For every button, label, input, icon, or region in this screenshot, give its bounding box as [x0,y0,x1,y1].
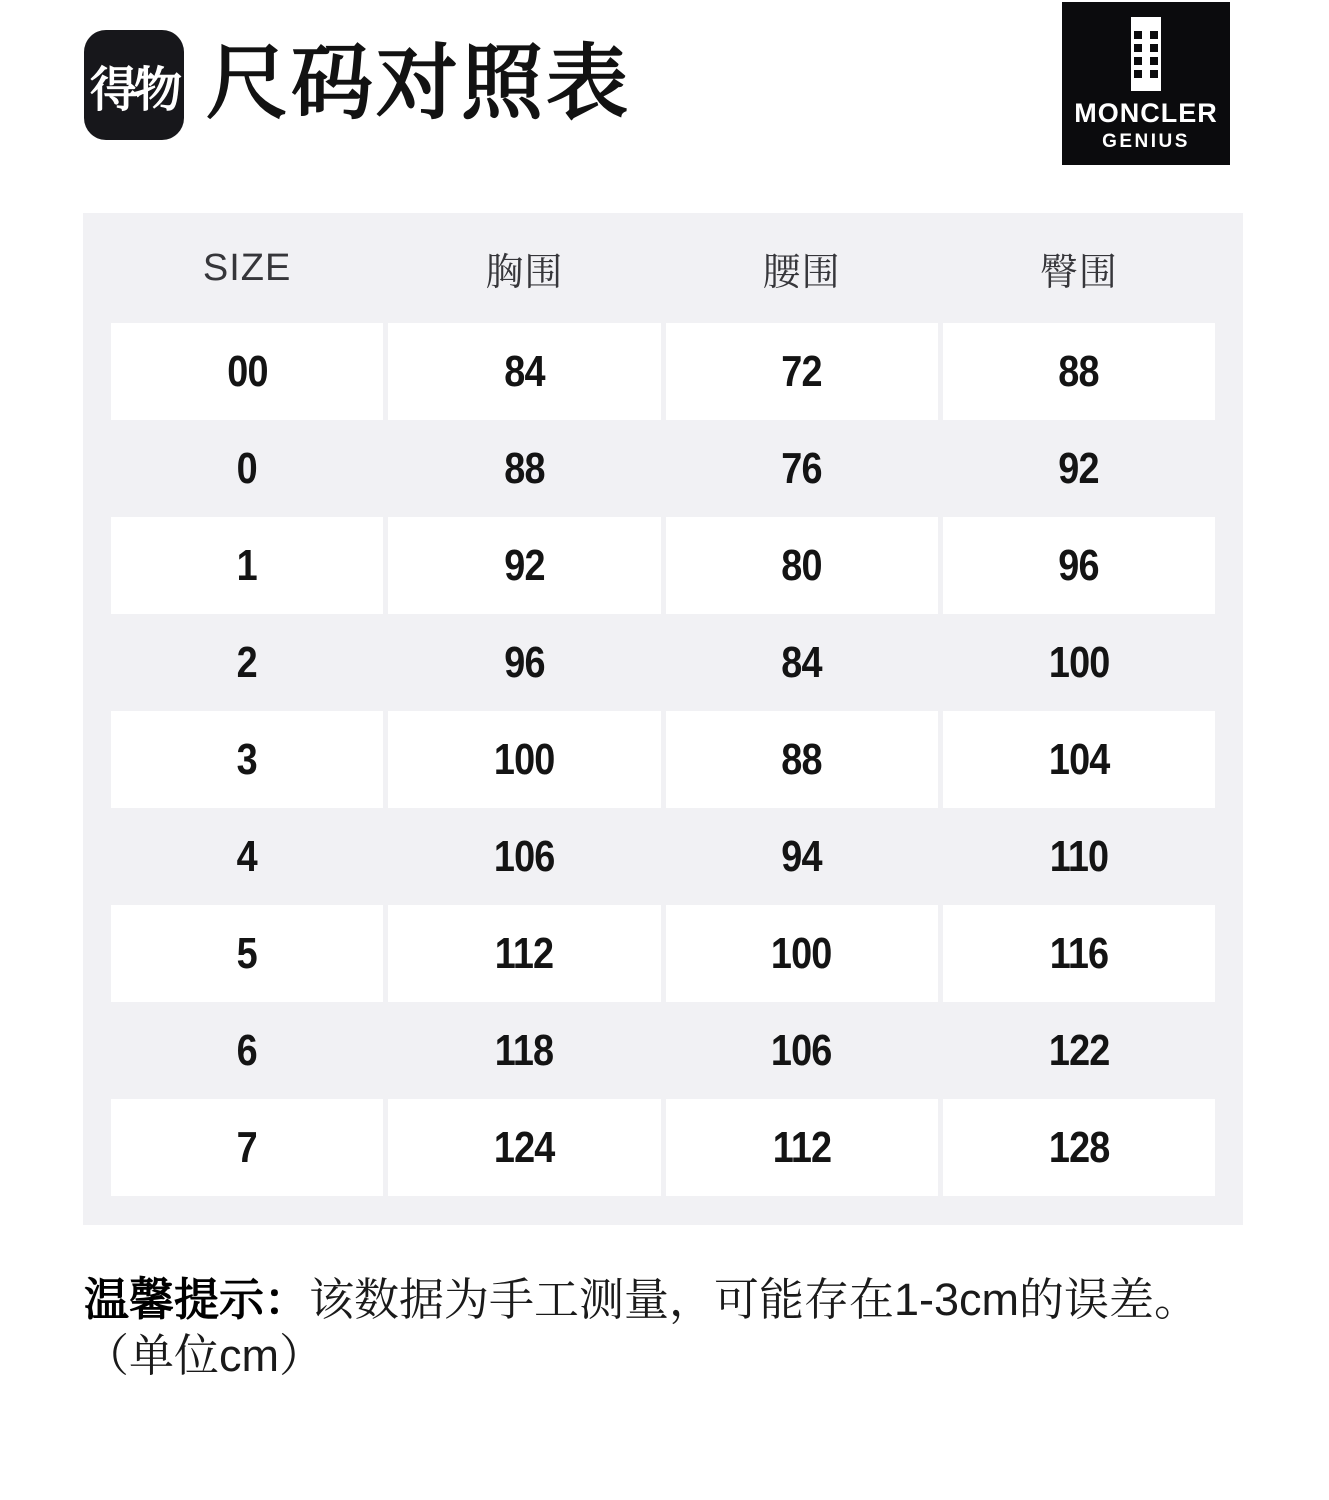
building-window [1134,44,1142,52]
table-cell [943,614,1215,711]
cell-value: 128 [1048,1122,1110,1172]
note-unit: （单位cm） [84,1330,324,1381]
footer-note [84,1272,1264,1384]
table-cell [666,517,938,614]
note-label: 温馨提示： [84,1274,310,1325]
cell-value: 4 [237,831,258,881]
table-cell [943,808,1215,905]
table-cell [388,905,660,1002]
page-title: 尺码对照表 [206,38,632,129]
cell-value: 88 [781,734,822,784]
cell-value: 106 [494,831,555,881]
cell-value: 100 [771,928,832,978]
size-table [83,213,1243,1225]
moncler-brand-text: MONCLER [1074,98,1218,128]
cell-value: 5 [237,928,258,978]
table-row [111,905,1215,1002]
cell-value: 2 [237,637,258,687]
table-cell [111,711,383,808]
building-window [1134,31,1142,39]
building-window [1150,44,1158,52]
table-row [111,420,1215,517]
cell-value: 7 [237,1122,258,1172]
cell-value: 112 [772,1122,831,1172]
table-cell [666,905,938,1002]
table-cell [388,323,660,420]
table-cell [666,1099,938,1196]
table-cell [111,905,383,1002]
table-cell [943,420,1215,517]
table-cell [388,711,660,808]
table-cell [943,517,1215,614]
cell-value: 124 [494,1122,555,1172]
cell-value: 116 [1049,928,1109,978]
table-row [111,614,1215,711]
cell-value: 88 [1058,346,1100,396]
building-window [1150,70,1158,78]
cell-value: 106 [771,1025,832,1075]
building-window [1134,57,1142,65]
building-window [1150,31,1158,39]
cell-value: 112 [495,928,554,978]
table-row [111,1099,1215,1196]
moncler-genius-logo [1062,2,1230,165]
column-header-hip: 臀围 [1039,251,1118,294]
table-cell [943,323,1215,420]
table-row [111,517,1215,614]
cell-value: 72 [781,346,822,396]
table-cell [666,1002,938,1099]
cell-value: 92 [1058,443,1100,493]
table-cell [111,614,383,711]
table-cell [388,1002,660,1099]
cell-value: 6 [237,1025,258,1075]
cell-value: 122 [1048,1025,1110,1075]
cell-value: 1 [237,540,258,590]
table-row [111,1002,1215,1099]
table-cell [666,420,938,517]
building-window [1134,70,1142,78]
table-cell [388,420,660,517]
cell-value: 118 [495,1025,554,1075]
cell-value: 80 [781,540,822,590]
cell-value: 76 [781,443,822,493]
table-row [111,323,1215,420]
table-cell [666,323,938,420]
column-header-waist: 腰围 [762,251,841,294]
column-header-chest: 胸围 [485,251,564,294]
cell-value: 0 [237,443,258,493]
cell-value: 00 [226,346,268,396]
table-body [111,323,1215,1196]
cell-value: 84 [781,637,822,687]
table-header-row [111,213,1215,323]
cell-value: 94 [781,831,822,881]
dewu-logo [84,30,184,140]
table-cell [111,1099,383,1196]
cell-value: 104 [1048,734,1110,784]
table-cell [111,323,383,420]
note-line-1 [84,1272,1264,1328]
table-cell [943,711,1215,808]
genius-brand-text: GENIUS [1102,131,1190,152]
column-header-size: SIZE [202,246,292,289]
moncler-building-icon [1131,17,1161,91]
cell-value: 92 [504,540,545,590]
table-cell [388,614,660,711]
building-window [1150,57,1158,65]
table-cell [666,711,938,808]
table-cell [388,1099,660,1196]
table-cell [666,614,938,711]
table-cell [666,808,938,905]
cell-value: 96 [504,637,545,687]
table-cell [943,1099,1215,1196]
cell-value: 96 [1058,540,1100,590]
table-row [111,711,1215,808]
dewu-logo-text: 得物 [89,63,178,117]
table-cell [388,517,660,614]
cell-value: 110 [1049,831,1109,881]
table-cell [943,1002,1215,1099]
note-text: 该数据为手工测量，可能存在1-3cm的误差。 [309,1274,1200,1325]
table-cell [943,905,1215,1002]
cell-value: 84 [504,346,545,396]
cell-value: 100 [1048,637,1110,687]
table-row [111,808,1215,905]
cell-value: 3 [237,734,258,784]
cell-value: 100 [494,734,555,784]
table-cell [111,808,383,905]
table-cell [388,808,660,905]
table-cell [111,420,383,517]
table-cell [111,517,383,614]
table-cell [111,1002,383,1099]
cell-value: 88 [504,443,545,493]
